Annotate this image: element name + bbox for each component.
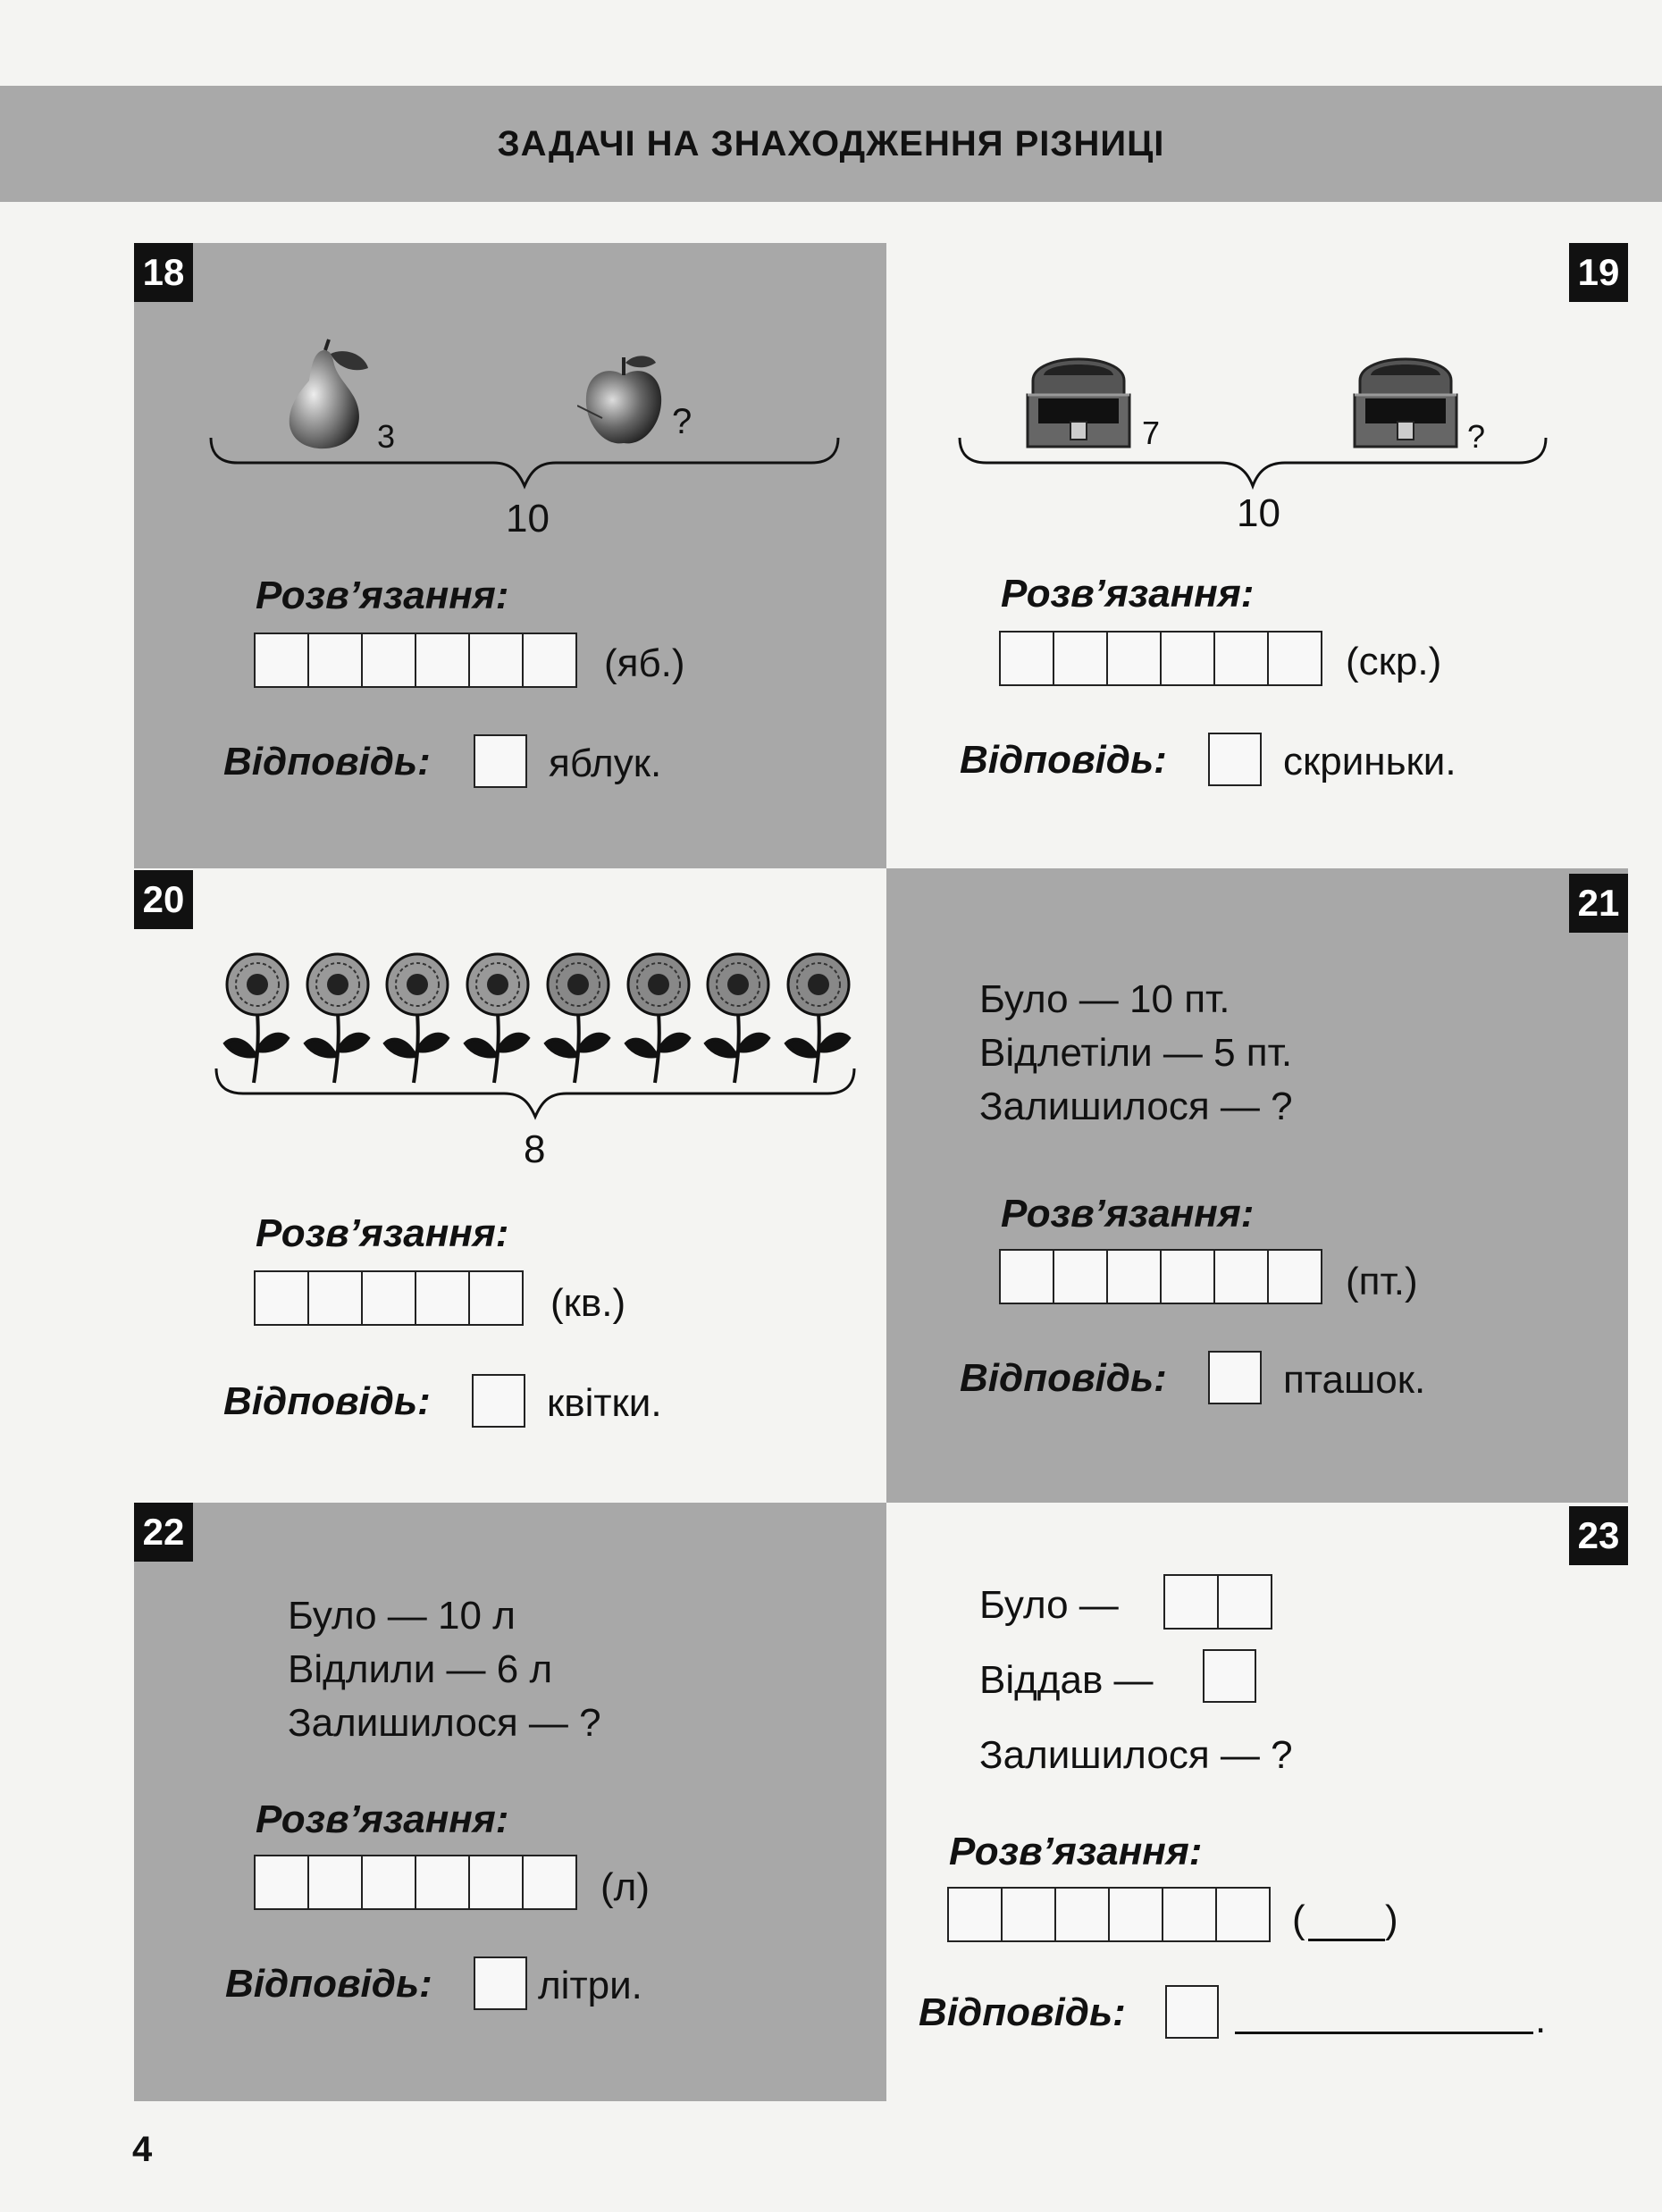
solution-grid-23[interactable] [947,1887,1271,1942]
answer-box-23[interactable] [1165,1985,1219,2039]
solution-grid-19[interactable] [999,631,1322,686]
answer-word-18: яблук. [549,742,662,785]
answer-box-19[interactable] [1208,733,1262,786]
answer-label-18: Відповідь: [223,740,431,783]
answer-end-23: . [1535,1998,1547,2041]
given-box-23[interactable] [1163,1574,1272,1630]
solution-label-21: Розв’язання: [1001,1192,1255,1236]
unit-22: (л) [600,1865,650,1909]
page-header [0,86,1662,202]
answer-box-22[interactable] [474,1956,527,2010]
total-18: 10 [506,497,550,540]
flower-icon [783,951,854,1085]
condition-22-line2: Відлили — 6 л [288,1647,553,1691]
condition-23-line3: Залишилося — ? [979,1733,1293,1777]
answer-box-20[interactable] [472,1374,525,1428]
unit-20: (кв.) [550,1281,626,1325]
task-number-23: 23 [1569,1506,1628,1565]
solution-label-18: Розв’язання: [256,574,509,617]
solution-label-23: Розв’язання: [949,1830,1203,1873]
page-number: 4 [132,2130,153,2169]
unit-19: (скр.) [1346,640,1442,683]
answer-label-20: Відповідь: [223,1379,431,1423]
solution-label-19: Розв’язання: [1001,572,1255,616]
unit-21: (пт.) [1346,1260,1418,1303]
answer-box-18[interactable] [474,734,527,788]
chest-count-a: 7 [1142,415,1161,451]
task-number-21: 21 [1569,874,1628,933]
brace-20 [213,1067,858,1120]
unit-blank-23[interactable] [1308,1939,1385,1941]
unit-18: (яб.) [604,641,685,685]
chest-count-b: ? [1467,418,1486,455]
condition-23-line2: Віддав — [979,1658,1154,1702]
flower-icon [222,951,293,1085]
answer-box-21[interactable] [1208,1351,1262,1404]
brace-18 [207,436,842,490]
task-number-19: 19 [1569,243,1628,302]
flower-icon [382,951,453,1085]
solution-label-22: Розв’язання: [256,1797,509,1841]
task-number-18: 18 [134,243,193,302]
answer-label-19: Відповідь: [960,738,1167,782]
solution-grid-18[interactable] [254,633,577,688]
flower-icon [623,951,694,1085]
solution-grid-21[interactable] [999,1249,1322,1304]
answer-label-22: Відповідь: [225,1962,432,2006]
flower-icon [702,951,774,1085]
task-number-22: 22 [134,1503,193,1562]
flower-icon [542,951,614,1085]
answer-word-19: скриньки. [1283,740,1456,783]
condition-22-line1: Було — 10 л [288,1594,516,1638]
brace-19 [956,436,1549,490]
answer-label-21: Відповідь: [960,1356,1167,1400]
answer-word-20: квітки. [547,1381,662,1425]
flower-row [222,951,854,1085]
given-box-23b[interactable] [1203,1649,1256,1703]
condition-21-line1: Було — 10 пт. [979,977,1230,1021]
solution-grid-20[interactable] [254,1270,524,1326]
total-20: 8 [524,1127,546,1171]
unit-close-23: ) [1385,1898,1398,1941]
condition-22-line3: Залишилося — ? [288,1701,601,1745]
total-19: 10 [1237,491,1280,535]
answer-label-23: Відповідь: [919,1990,1126,2034]
answer-word-22: літри. [538,1964,642,2007]
apple-count: ? [672,402,692,441]
task-number-20: 20 [134,870,193,929]
unit-open-23: ( [1292,1898,1305,1941]
answer-word-21: пташок. [1283,1358,1426,1402]
flower-icon [302,951,374,1085]
solution-grid-22[interactable] [254,1855,577,1910]
flower-icon [462,951,533,1085]
page-title: ЗАДАЧІ НА ЗНАХОДЖЕННЯ РІЗНИЦІ [497,123,1165,163]
answer-blank-23[interactable] [1235,2032,1533,2034]
condition-21-line2: Відлетіли — 5 пт. [979,1031,1293,1075]
pear-count: 3 [377,418,396,455]
panel-22 [134,1503,886,2101]
condition-21-line3: Залишилося — ? [979,1085,1293,1128]
solution-label-20: Розв’язання: [256,1211,509,1255]
condition-23-line1: Було — [979,1583,1119,1627]
panel-21 [886,868,1628,1503]
